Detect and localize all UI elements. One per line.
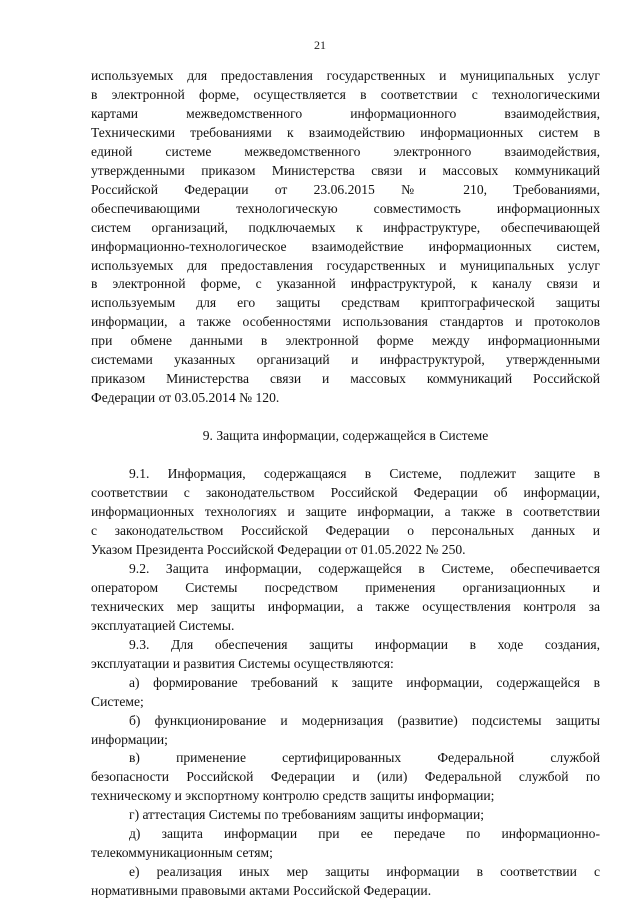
text-line: 9.1. Информация, содержащаяся в Системе, подлежит защите в xyxy=(129,466,600,482)
text-line: Системе; xyxy=(91,693,144,709)
page-content xyxy=(91,67,600,901)
intro-paragraph xyxy=(91,67,600,408)
text-line: соответствии с законодательством Российской Федерации об информации, xyxy=(91,485,600,501)
list-item-d xyxy=(91,825,600,863)
text-line: в) применение сертифицированных Федеральной службой xyxy=(129,750,600,766)
text-line: эксплуатацией Системы. xyxy=(91,617,235,633)
text-line: безопасности Российской Федерации и (или) Федеральной службой по xyxy=(91,769,600,785)
text-line: в электронной форме, осуществляется в соответствии с технологическими xyxy=(91,86,600,102)
text-line: а) формирование требований к защите информации, содержащейся в xyxy=(129,674,600,690)
text-line: техническому и экспортному контролю средств защиты информации; xyxy=(91,788,495,804)
text-line: информационных технологиях и защите информации, а также в соответствии xyxy=(91,504,600,520)
list-item-v xyxy=(91,749,600,806)
paragraph-9-1 xyxy=(91,465,600,560)
text-line: телекоммуникационным сетям; xyxy=(91,845,273,861)
text-line: технических мер защиты информации, а также осуществления контроля за xyxy=(91,598,600,614)
text-line: с законодательством Российской Федерации о персональных данных и xyxy=(91,523,600,539)
list-item-b xyxy=(91,712,600,750)
text-line: г) аттестация Системы по требованиям защиты информации; xyxy=(129,807,484,823)
text-line: систем организаций, подключаемых к инфраструктуре, обеспечивающей xyxy=(91,219,600,235)
text-line: утвержденными приказом Министерства связи и массовых коммуникаций xyxy=(91,162,600,178)
list-item-e xyxy=(91,863,600,901)
paragraph-9-2 xyxy=(91,560,600,636)
text-line: используемых для предоставления государственных и муниципальных услуг xyxy=(91,68,600,83)
text-line: нормативными правовыми актами Российской Федерации. xyxy=(91,883,432,899)
text-line: эксплуатации и развития Системы осуществляются: xyxy=(91,655,394,671)
text-line: единой системе межведомственного электронного взаимодействия, xyxy=(91,143,600,159)
text-line: используемых для предоставления государственных и муниципальных услуг xyxy=(91,257,600,273)
text-line: картами межведомственного информационного взаимодействия, xyxy=(91,105,600,121)
text-line: информационно-технологическое взаимодействие информационных систем, xyxy=(91,238,600,254)
text-line: обеспечивающими технологическую совместимость информационных xyxy=(91,200,600,216)
text-line: 9.3. Для обеспечения защиты информации в ходе создания, xyxy=(129,636,600,652)
text-line: в электронной форме, с указанной инфраструктурой, к каналу связи и xyxy=(91,276,600,292)
text-line: системами указанных организаций и инфраструктурой, утвержденными xyxy=(91,352,600,368)
text-line: информации; xyxy=(91,731,168,747)
text-line: информации, а также особенностями использования стандартов и протоколов xyxy=(91,314,600,330)
text-line: Федерации от 03.05.2014 № 120. xyxy=(91,390,280,406)
text-line: при обмене данными в электронной форме между информационными xyxy=(91,333,600,349)
text-line: Российской Федерации от 23.06.2015 № 210, Требованиями, xyxy=(91,181,600,197)
text-line: б) функционирование и модернизация (развитие) подсистемы защиты xyxy=(129,712,600,728)
text-line: е) реализация иных мер защиты информации в соответствии с xyxy=(129,864,600,880)
text-line: Указом Президента Российской Федерации от 01.05.2022 № 250. xyxy=(91,541,466,557)
text-line: 9.2. Защита информации, содержащейся в Системе, обеспечивается xyxy=(129,560,600,576)
paragraph-9-3 xyxy=(91,636,600,674)
text-line: оператором Системы посредством применения организационных и xyxy=(91,579,600,595)
page-number: 21 xyxy=(314,38,326,52)
text-line: Техническими требованиями к взаимодействию информационных систем в xyxy=(91,124,600,140)
list-item-a xyxy=(91,674,600,712)
list-item-g xyxy=(91,806,600,825)
text-line: приказом Министерства связи и массовых коммуникаций Российской xyxy=(91,371,600,387)
text-line: д) защита информации при ее передаче по информационно- xyxy=(129,826,600,842)
text-line: используемым для его защиты средствам криптографической защиты xyxy=(91,295,600,311)
section-heading: 9. Защита информации, содержащейся в Системе xyxy=(202,428,489,444)
